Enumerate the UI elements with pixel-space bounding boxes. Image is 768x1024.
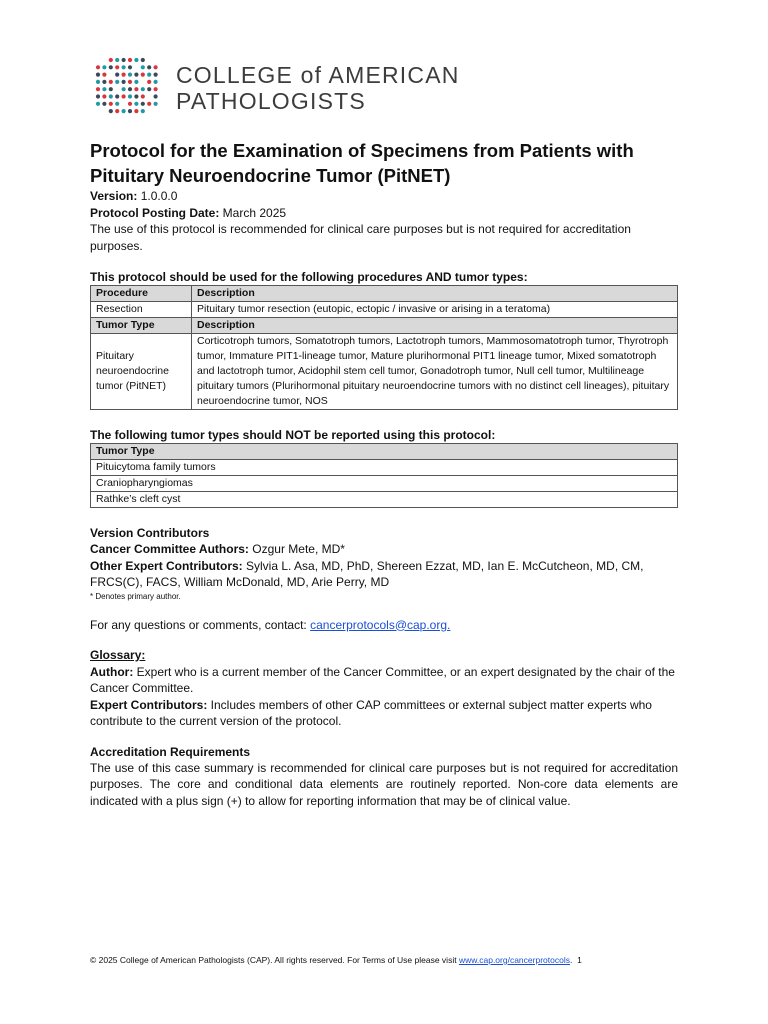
logo-dot [128,65,132,69]
logo-dot [154,80,158,84]
logo-dot [122,80,126,84]
logo-dot [115,58,119,62]
procedures-heading: This protocol should be used for the following procedures AND tumor types: [90,270,528,284]
excluded-tumors-table [90,443,678,508]
logo-dot [122,109,126,113]
logo-dot [147,102,151,106]
table-header-row [91,444,678,460]
logo-dot [147,80,151,84]
authors-label: Cancer Committee Authors: [90,542,249,556]
logo-dot [154,102,158,106]
logo-dot [115,94,119,98]
logo-dot [134,73,138,77]
logo-dot [128,73,132,77]
excluded-tumor-cell: Pituicytoma family tumors [91,460,678,476]
cap-dots-logo-icon [94,56,160,116]
page-footer [90,954,678,966]
logo-dot [147,87,151,91]
cap-logo [94,56,494,116]
logo-dot [122,94,126,98]
accreditation-text: The use of this case summary is recommended for clinical care purposes but is not required for accreditation purposes. The core and conditional data elements are routinely reported. Non-core data elements are indicated with a plus sign (+) to allow for reporting information that may be of clinical value. [90,760,678,808]
other-contributors-value: Sylvia L. Asa, MD, PhD, Shereen Ezzat, MD, Ian E. McCutcheon, MD, CM, FRCS(C), FACS, William McDonald, MD, Arie Perry, MD [90,558,644,589]
other-contributors-line [90,558,678,591]
logo-dot [147,65,151,69]
logo-dot [134,94,138,98]
contact-line [90,617,678,634]
logo-dot [128,94,132,98]
logo-dot [115,65,119,69]
posting-date-value: March 2025 [219,205,287,220]
not-reported-heading: The following tumor types should NOT be reported using this protocol: [90,428,496,442]
logo-dot [102,87,106,91]
logo-dot [122,58,126,62]
procedures-table [90,285,678,410]
table-row [91,460,678,476]
logo-dot [141,94,145,98]
excluded-tumor-cell: Craniopharyngiomas [91,476,678,492]
logo-dot [96,87,100,91]
logo-dot [122,65,126,69]
contributors-heading: Version Contributors [90,526,210,540]
accreditation-heading: Accreditation Requirements [90,744,251,759]
posting-date-label: Protocol Posting Date: [90,205,220,220]
posting-date-line [90,205,678,222]
glossary-expert-text: Includes members of other CAP committees or external subject matter experts who contribute to the current version of the protocol. [90,697,652,728]
logo-dot [154,73,158,77]
contact-email-link[interactable]: cancerprotocols@cap.org. [310,617,451,632]
header-procedure: Procedure [91,286,192,302]
glossary-expert [90,697,678,730]
logo-dot [134,102,138,106]
logo-dot [96,65,100,69]
logo-dot [128,80,132,84]
table-row [91,476,678,492]
logo-dot [122,87,126,91]
glossary-heading: Glossary: [90,648,146,662]
procedure-description-cell: Pituitary tumor resection (eutopic, ectopic / invasive or arising in a teratoma) [192,302,678,318]
logo-dot [141,102,145,106]
logo-dot [102,94,106,98]
logo-dot [102,80,106,84]
tumor-type-cell: Pituitary neuroendocrine tumor (PitNET) [91,334,192,410]
procedure-cell: Resection [91,302,192,318]
authors-line [90,541,678,558]
logo-dot [109,65,113,69]
logo-dot [102,65,106,69]
logo-dot [134,87,138,91]
logo-dot [96,94,100,98]
logo-dot [102,73,106,77]
glossary-author-label: Author: [90,664,134,679]
version-label: Version: [90,189,138,203]
logo-dot [115,109,119,113]
logo-dot [122,73,126,77]
logo-dot [109,109,113,113]
header-tumor-type: Tumor Type [91,444,678,460]
footer-text: © 2025 College of American Pathologists (CAP). All rights reserved. For Terms of Use please visit [90,955,459,965]
table-header-row [91,318,678,334]
logo-dot [154,87,158,91]
header-tumor-type: Tumor Type [91,318,192,334]
logo-dot [141,73,145,77]
logo-dot [141,58,145,62]
logo-dot [115,73,119,77]
contact-text: For any questions or comments, contact: [90,617,311,632]
logo-dot [154,94,158,98]
table-header-row [91,286,678,302]
page-number: 1 [577,955,582,965]
page-title: Protocol for the Examination of Specimens from Patients with Pituitary Neuroendocrine Tumor (PitNET) [90,140,634,186]
excluded-tumor-cell: Rathke’s cleft cyst [91,492,678,508]
logo-dot [134,80,138,84]
logo-dot [96,80,100,84]
header-description-2: Description [192,318,678,334]
logo-line-2: PATHOLOGISTS [176,88,366,114]
version-line [90,188,678,205]
logo-text [176,62,460,114]
logo-dot [115,80,119,84]
logo-dot [96,102,100,106]
logo-dot [141,109,145,113]
logo-dot [134,58,138,62]
logo-dot [141,87,145,91]
glossary-author-text: Expert who is a current member of the Cancer Committee, or an expert designated by the chair of the Cancer Committee. [90,664,675,695]
other-contributors-label: Other Expert Contributors: [90,558,243,573]
authors-value: Ozgur Mete, MD* [248,542,345,556]
primary-author-note: * Denotes primary author. [90,591,181,601]
glossary-author [90,664,678,697]
logo-dot [128,58,132,62]
document-body [90,138,678,809]
header-description: Description [192,286,678,302]
logo-dot [115,102,119,106]
logo-line-1: COLLEGE of AMERICAN [176,62,460,88]
footer-link[interactable]: www.cap.org/cancerprotocols [458,955,570,965]
tumor-description-cell: Corticotroph tumors, Somatotroph tumors, Lactotroph tumors, Mammosomatotroph tumor, Thyrotroph tumor, Immature PIT1-lineage tumor, Mature plurihormonal PIT1 lineage tumor, Mixed somatotroph and lactotroph tumor, Acidophil stem cell tumor, Gonadotroph tumor, Null cell tumor, Multilineage pituitary tumors (Plurihormonal pituitary neuroendocrine tumors with no distinct cell lineages), pituitary neuroendocrine tumor, NOS [192,334,678,410]
logo-dot [102,102,106,106]
logo-dot [96,73,100,77]
logo-dot [109,80,113,84]
logo-dot [109,87,113,91]
logo-dot [128,102,132,106]
version-value: 1.0.0.0 [137,189,178,203]
table-row [91,302,678,318]
logo-dot [141,65,145,69]
logo-dot [147,73,151,77]
table-row [91,334,678,410]
logo-dot [134,109,138,113]
logo-dot [128,109,132,113]
intro-text: The use of this protocol is recommended for clinical care purposes but is not required for accreditation purposes. [90,222,631,253]
footer-period: . [569,955,573,965]
glossary-expert-label: Expert Contributors: [90,697,208,712]
logo-dot [154,65,158,69]
logo-dot [109,58,113,62]
logo-dot [128,87,132,91]
table-row [91,492,678,508]
logo-dot [109,102,113,106]
logo-dot [109,94,113,98]
